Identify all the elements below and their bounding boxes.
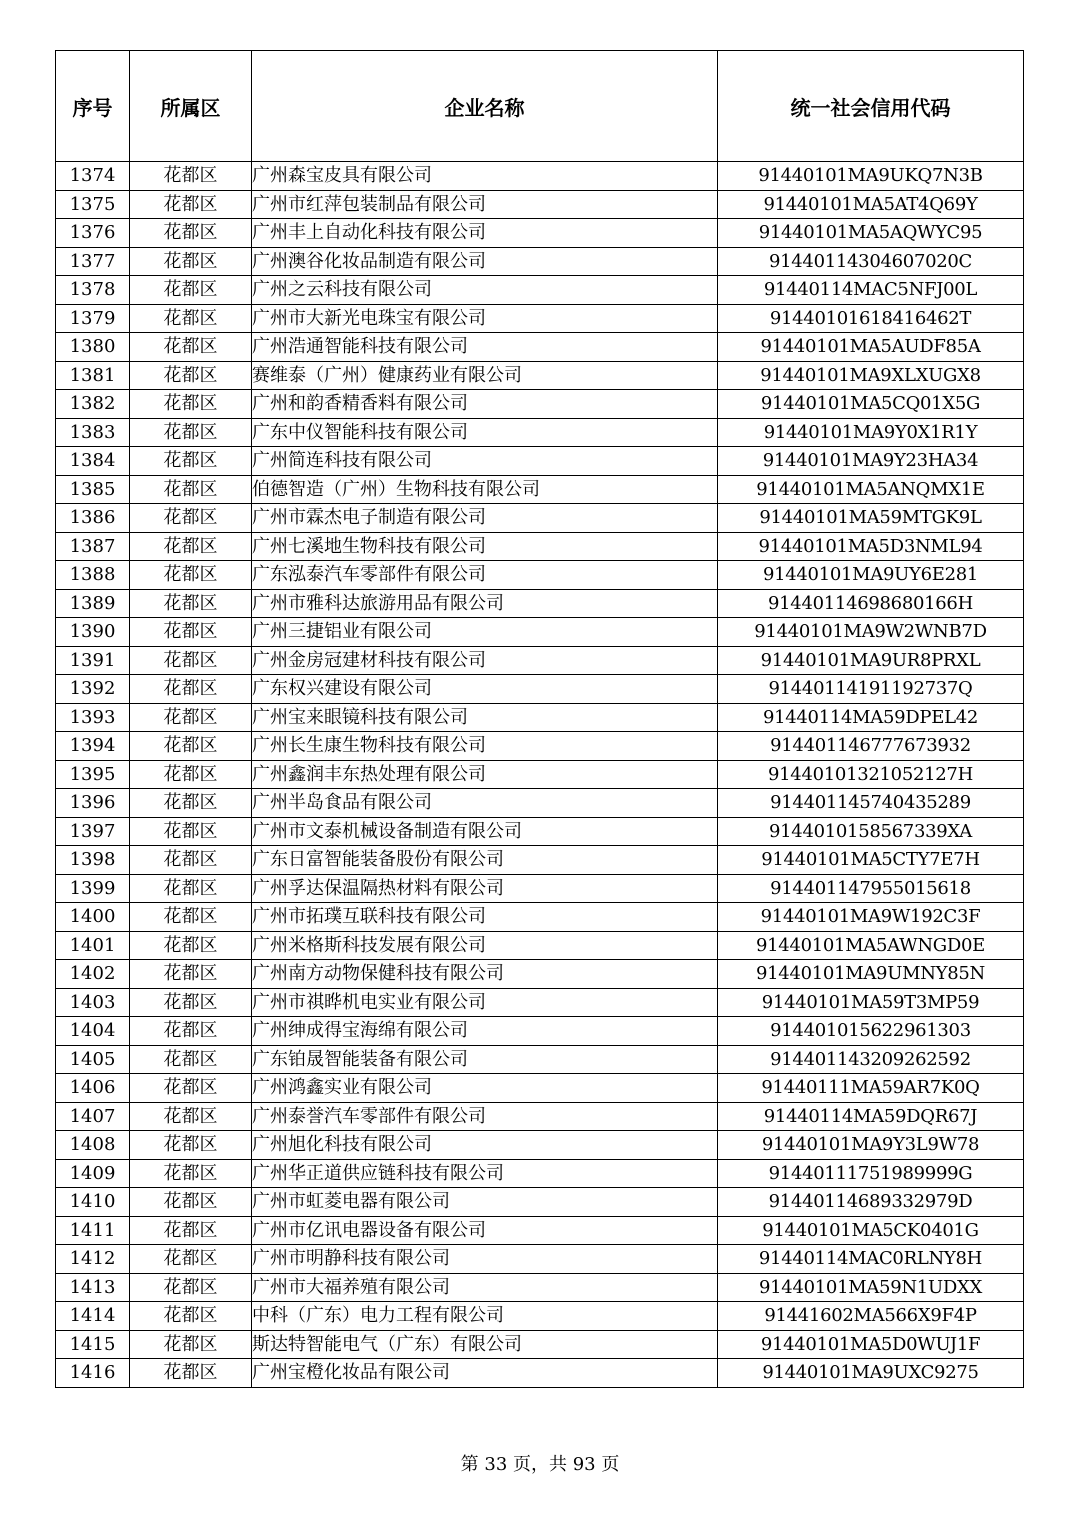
company-name-cell: 广州市明静科技有限公司 [252, 1245, 718, 1274]
table-row [56, 418, 1024, 447]
district-cell: 花都区 [130, 276, 252, 305]
district-cell: 花都区 [130, 1017, 252, 1046]
serial-number-cell: 1393 [56, 703, 130, 732]
credit-code-cell: 91440114MA59DPEL42 [718, 703, 1024, 732]
district-cell: 花都区 [130, 589, 252, 618]
credit-code-cell: 91440114MAC0RLNY8H [718, 1245, 1024, 1274]
table-row [56, 988, 1024, 1017]
table-row [56, 475, 1024, 504]
district-cell: 花都区 [130, 361, 252, 390]
company-name-cell: 广州市大新光电珠宝有限公司 [252, 304, 718, 333]
district-cell: 花都区 [130, 390, 252, 419]
company-name-cell: 广州市文泰机械设备制造有限公司 [252, 817, 718, 846]
table-row [56, 532, 1024, 561]
credit-code-cell: 91440101MA9UKQ7N3B [718, 162, 1024, 191]
company-name-cell: 广州孚达保温隔热材料有限公司 [252, 874, 718, 903]
serial-number-cell: 1398 [56, 846, 130, 875]
company-name-cell: 广州米格斯科技发展有限公司 [252, 931, 718, 960]
district-cell: 花都区 [130, 1131, 252, 1160]
company-name-cell: 广州旭化科技有限公司 [252, 1131, 718, 1160]
credit-code-cell: 91440101MA5CK0401G [718, 1216, 1024, 1245]
table-row [56, 1245, 1024, 1274]
district-cell: 花都区 [130, 1302, 252, 1331]
table-row [56, 618, 1024, 647]
credit-code-cell: 914401015622961303 [718, 1017, 1024, 1046]
company-name-cell: 广州长生康生物科技有限公司 [252, 732, 718, 761]
table-row [56, 789, 1024, 818]
district-cell: 花都区 [130, 1102, 252, 1131]
table-row [56, 276, 1024, 305]
header-serial-number: 序号 [56, 51, 130, 162]
table-row [56, 1302, 1024, 1331]
table-body [56, 162, 1024, 1388]
table-row [56, 1074, 1024, 1103]
company-name-cell: 广州宝橙化妆品有限公司 [252, 1359, 718, 1388]
credit-code-cell: 9144010158567339XA [718, 817, 1024, 846]
credit-code-cell: 91440114MA59DQR67J [718, 1102, 1024, 1131]
district-cell: 花都区 [130, 1216, 252, 1245]
credit-code-cell: 91440101MA5ANQMX1E [718, 475, 1024, 504]
credit-code-cell: 91440101MA9UMNY85N [718, 960, 1024, 989]
company-name-cell: 广州七溪地生物科技有限公司 [252, 532, 718, 561]
credit-code-cell: 91440101MA9Y0X1R1Y [718, 418, 1024, 447]
table-row [56, 675, 1024, 704]
table-row [56, 1216, 1024, 1245]
serial-number-cell: 1377 [56, 247, 130, 276]
company-name-cell: 广州丰上自动化科技有限公司 [252, 219, 718, 248]
serial-number-cell: 1396 [56, 789, 130, 818]
district-cell: 花都区 [130, 703, 252, 732]
district-cell: 花都区 [130, 1159, 252, 1188]
company-name-cell: 广州市大福养殖有限公司 [252, 1273, 718, 1302]
company-name-cell: 广州市虹菱电器有限公司 [252, 1188, 718, 1217]
district-cell: 花都区 [130, 1273, 252, 1302]
district-cell: 花都区 [130, 960, 252, 989]
district-cell: 花都区 [130, 504, 252, 533]
district-cell: 花都区 [130, 304, 252, 333]
company-name-cell: 广州澳谷化妆品制造有限公司 [252, 247, 718, 276]
credit-code-cell: 91440101MA59N1UDXX [718, 1273, 1024, 1302]
credit-code-cell: 91440111MA59AR7K0Q [718, 1074, 1024, 1103]
company-name-cell: 广州市雅科达旅游用品有限公司 [252, 589, 718, 618]
table-row [56, 960, 1024, 989]
credit-code-cell: 914401145740435289 [718, 789, 1024, 818]
table-row [56, 1159, 1024, 1188]
table-row [56, 703, 1024, 732]
serial-number-cell: 1379 [56, 304, 130, 333]
header-credit-code: 统一社会信用代码 [718, 51, 1024, 162]
table-row [56, 1188, 1024, 1217]
table-row [56, 361, 1024, 390]
table-row [56, 903, 1024, 932]
serial-number-cell: 1413 [56, 1273, 130, 1302]
serial-number-cell: 1403 [56, 988, 130, 1017]
table-row [56, 1102, 1024, 1131]
credit-code-cell: 91440114MAC5NFJ00L [718, 276, 1024, 305]
company-name-cell: 广州市红萍包装制品有限公司 [252, 190, 718, 219]
credit-code-cell: 91440101MA5AWNGD0E [718, 931, 1024, 960]
company-name-cell: 广州半岛食品有限公司 [252, 789, 718, 818]
district-cell: 花都区 [130, 789, 252, 818]
credit-code-cell: 91440101MA5AQWYC95 [718, 219, 1024, 248]
table-row [56, 390, 1024, 419]
credit-code-cell: 91440101MA5CTY7E7H [718, 846, 1024, 875]
district-cell: 花都区 [130, 1188, 252, 1217]
company-name-cell: 广州鸿鑫实业有限公司 [252, 1074, 718, 1103]
district-cell: 花都区 [130, 760, 252, 789]
district-cell: 花都区 [130, 675, 252, 704]
credit-code-cell: 91440101MA9UXC9275 [718, 1359, 1024, 1388]
credit-code-cell: 91440111751989999G [718, 1159, 1024, 1188]
serial-number-cell: 1381 [56, 361, 130, 390]
district-cell: 花都区 [130, 646, 252, 675]
district-cell: 花都区 [130, 1074, 252, 1103]
serial-number-cell: 1401 [56, 931, 130, 960]
serial-number-cell: 1414 [56, 1302, 130, 1331]
district-cell: 花都区 [130, 219, 252, 248]
table-row [56, 1131, 1024, 1160]
table-row [56, 1045, 1024, 1074]
district-cell: 花都区 [130, 1359, 252, 1388]
credit-code-cell: 91441602MA566X9F4P [718, 1302, 1024, 1331]
serial-number-cell: 1389 [56, 589, 130, 618]
company-name-cell: 广东权兴建设有限公司 [252, 675, 718, 704]
serial-number-cell: 1385 [56, 475, 130, 504]
serial-number-cell: 1376 [56, 219, 130, 248]
credit-code-cell: 91440101MA9Y23HA34 [718, 447, 1024, 476]
credit-code-cell: 91440101MA9W2WNB7D [718, 618, 1024, 647]
district-cell: 花都区 [130, 247, 252, 276]
company-name-cell: 广州南方动物保健科技有限公司 [252, 960, 718, 989]
company-name-cell: 广东泓泰汽车零部件有限公司 [252, 561, 718, 590]
serial-number-cell: 1404 [56, 1017, 130, 1046]
company-name-cell: 广州金房冠建材科技有限公司 [252, 646, 718, 675]
company-name-cell: 广州简连科技有限公司 [252, 447, 718, 476]
credit-code-cell: 91440101MA9UY6E281 [718, 561, 1024, 590]
district-cell: 花都区 [130, 418, 252, 447]
credit-code-cell: 91440101MA5D3NML94 [718, 532, 1024, 561]
page-number-footer: 第 33 页，共 93 页 [460, 1454, 620, 1475]
header-company-name: 企业名称 [252, 51, 718, 162]
serial-number-cell: 1407 [56, 1102, 130, 1131]
credit-code-cell: 91440101MA9XLXUGX8 [718, 361, 1024, 390]
table-row [56, 247, 1024, 276]
company-name-cell: 中科（广东）电力工程有限公司 [252, 1302, 718, 1331]
company-name-cell: 广州市霖杰电子制造有限公司 [252, 504, 718, 533]
company-name-cell: 广州和韵香精香料有限公司 [252, 390, 718, 419]
district-cell: 花都区 [130, 903, 252, 932]
company-name-cell: 广州之云科技有限公司 [252, 276, 718, 305]
serial-number-cell: 1411 [56, 1216, 130, 1245]
credit-code-cell: 91440101321052127H [718, 760, 1024, 789]
credit-code-cell: 91440101MA9Y3L9W78 [718, 1131, 1024, 1160]
district-cell: 花都区 [130, 1330, 252, 1359]
company-name-cell: 广州三捷铝业有限公司 [252, 618, 718, 647]
serial-number-cell: 1375 [56, 190, 130, 219]
serial-number-cell: 1397 [56, 817, 130, 846]
district-cell: 花都区 [130, 162, 252, 191]
company-name-cell: 广东日富智能装备股份有限公司 [252, 846, 718, 875]
serial-number-cell: 1384 [56, 447, 130, 476]
serial-number-cell: 1415 [56, 1330, 130, 1359]
table-header-row [56, 51, 1024, 162]
serial-number-cell: 1412 [56, 1245, 130, 1274]
company-name-cell: 斯达特智能电气（广东）有限公司 [252, 1330, 718, 1359]
table-row [56, 219, 1024, 248]
table-row [56, 1330, 1024, 1359]
company-name-cell: 广州市祺晔机电实业有限公司 [252, 988, 718, 1017]
district-cell: 花都区 [130, 618, 252, 647]
district-cell: 花都区 [130, 532, 252, 561]
table-row [56, 447, 1024, 476]
district-cell: 花都区 [130, 561, 252, 590]
table-row [56, 190, 1024, 219]
table-row [56, 931, 1024, 960]
credit-code-cell: 91440114304607020C [718, 247, 1024, 276]
company-name-cell: 赛维泰（广州）健康药业有限公司 [252, 361, 718, 390]
credit-code-cell: 914401146777673932 [718, 732, 1024, 761]
district-cell: 花都区 [130, 190, 252, 219]
table-row [56, 561, 1024, 590]
credit-code-cell: 91440101MA5CQ01X5G [718, 390, 1024, 419]
serial-number-cell: 1380 [56, 333, 130, 362]
serial-number-cell: 1400 [56, 903, 130, 932]
district-cell: 花都区 [130, 931, 252, 960]
table-row [56, 760, 1024, 789]
serial-number-cell: 1394 [56, 732, 130, 761]
credit-code-cell: 91440101MA9W192C3F [718, 903, 1024, 932]
company-name-cell: 伯德智造（广州）生物科技有限公司 [252, 475, 718, 504]
serial-number-cell: 1391 [56, 646, 130, 675]
credit-code-cell: 91440101618416462T [718, 304, 1024, 333]
district-cell: 花都区 [130, 447, 252, 476]
company-name-cell: 广州华正道供应链科技有限公司 [252, 1159, 718, 1188]
company-name-cell: 广州市亿讯电器设备有限公司 [252, 1216, 718, 1245]
company-name-cell: 广州市拓璞互联科技有限公司 [252, 903, 718, 932]
table-row [56, 162, 1024, 191]
table-row [56, 817, 1024, 846]
credit-code-cell: 91440114191192737Q [718, 675, 1024, 704]
district-cell: 花都区 [130, 475, 252, 504]
table-row [56, 646, 1024, 675]
credit-code-cell: 91440114698680166H [718, 589, 1024, 618]
table-row [56, 732, 1024, 761]
company-name-cell: 广东铂晟智能装备有限公司 [252, 1045, 718, 1074]
serial-number-cell: 1405 [56, 1045, 130, 1074]
serial-number-cell: 1406 [56, 1074, 130, 1103]
serial-number-cell: 1374 [56, 162, 130, 191]
district-cell: 花都区 [130, 333, 252, 362]
credit-code-cell: 91440114689332979D [718, 1188, 1024, 1217]
serial-number-cell: 1383 [56, 418, 130, 447]
district-cell: 花都区 [130, 874, 252, 903]
company-name-cell: 广州鑫润丰东热处理有限公司 [252, 760, 718, 789]
credit-code-cell: 91440101MA59MTGK9L [718, 504, 1024, 533]
district-cell: 花都区 [130, 1045, 252, 1074]
credit-code-cell: 91440101MA59T3MP59 [718, 988, 1024, 1017]
serial-number-cell: 1408 [56, 1131, 130, 1160]
district-cell: 花都区 [130, 732, 252, 761]
serial-number-cell: 1395 [56, 760, 130, 789]
credit-code-cell: 914401147955015618 [718, 874, 1024, 903]
company-name-cell: 广州泰誉汽车零部件有限公司 [252, 1102, 718, 1131]
serial-number-cell: 1409 [56, 1159, 130, 1188]
serial-number-cell: 1416 [56, 1359, 130, 1388]
company-name-cell: 广州宝来眼镜科技有限公司 [252, 703, 718, 732]
credit-code-cell: 91440101MA5AUDF85A [718, 333, 1024, 362]
company-name-cell: 广州绅成得宝海绵有限公司 [252, 1017, 718, 1046]
district-cell: 花都区 [130, 817, 252, 846]
credit-code-cell: 91440101MA5D0WUJ1F [718, 1330, 1024, 1359]
table-row [56, 846, 1024, 875]
serial-number-cell: 1378 [56, 276, 130, 305]
table-row [56, 1359, 1024, 1388]
table-row [56, 874, 1024, 903]
table-row [56, 1273, 1024, 1302]
table-row [56, 304, 1024, 333]
company-name-cell: 广东中仪智能科技有限公司 [252, 418, 718, 447]
serial-number-cell: 1402 [56, 960, 130, 989]
serial-number-cell: 1410 [56, 1188, 130, 1217]
company-name-cell: 广州浩通智能科技有限公司 [252, 333, 718, 362]
serial-number-cell: 1387 [56, 532, 130, 561]
header-district: 所属区 [130, 51, 252, 162]
district-cell: 花都区 [130, 988, 252, 1017]
serial-number-cell: 1392 [56, 675, 130, 704]
serial-number-cell: 1382 [56, 390, 130, 419]
credit-code-cell: 91440101MA9UR8PRXL [718, 646, 1024, 675]
enterprise-registry-table [55, 50, 1024, 1388]
serial-number-cell: 1388 [56, 561, 130, 590]
serial-number-cell: 1386 [56, 504, 130, 533]
table-row [56, 589, 1024, 618]
table-row [56, 1017, 1024, 1046]
serial-number-cell: 1399 [56, 874, 130, 903]
district-cell: 花都区 [130, 1245, 252, 1274]
company-name-cell: 广州森宝皮具有限公司 [252, 162, 718, 191]
credit-code-cell: 91440101MA5AT4Q69Y [718, 190, 1024, 219]
table-row [56, 504, 1024, 533]
table-row [56, 333, 1024, 362]
serial-number-cell: 1390 [56, 618, 130, 647]
credit-code-cell: 914401143209262592 [718, 1045, 1024, 1074]
district-cell: 花都区 [130, 846, 252, 875]
